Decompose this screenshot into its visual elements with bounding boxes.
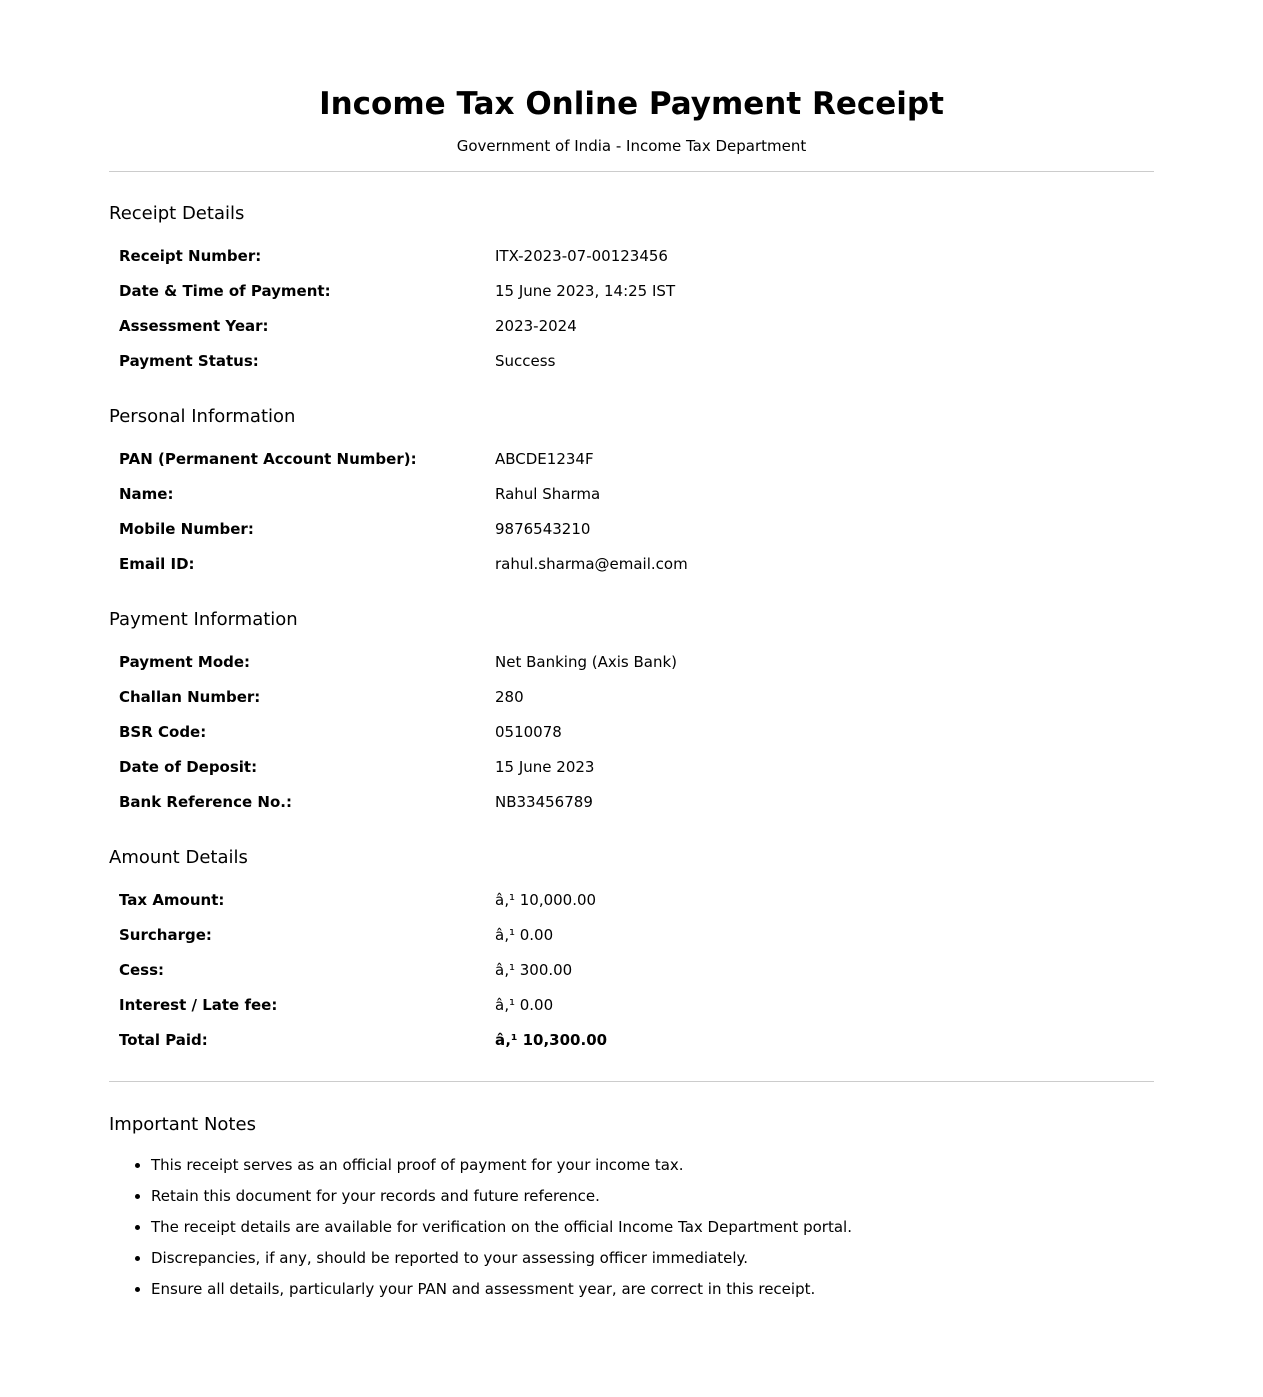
personal-information-table [109, 442, 1095, 582]
section-title: Payment Information [109, 609, 298, 630]
table-row [109, 645, 1095, 680]
field-value: Rahul Sharma [495, 485, 601, 503]
table-row [109, 442, 1095, 477]
field-value: NB33456789 [495, 793, 593, 811]
field-label: Bank Reference No.: [119, 793, 292, 811]
table-row [109, 512, 1095, 547]
field-value: Net Banking (Axis Bank) [495, 653, 678, 671]
table-row [109, 239, 1095, 274]
field-value: â‚¹ 0.00 [495, 996, 554, 1014]
field-label: Date & Time of Payment: [119, 282, 331, 300]
field-label: Cess: [119, 961, 165, 979]
table-row [109, 274, 1095, 309]
section-title: Receipt Details [109, 203, 245, 224]
receipt-details-section [109, 202, 1154, 379]
list-item: • Discrepancies, if any, should be reported to your assessing officer immediately. [151, 1243, 1154, 1274]
field-value: Success [495, 352, 556, 370]
payment-information-section [109, 608, 1154, 820]
amount-details-section [109, 846, 1154, 1058]
field-value: â‚¹ 10,000.00 [495, 891, 597, 909]
field-value: 15 June 2023 [495, 758, 595, 776]
section-title: Personal Information [109, 406, 296, 427]
section-title: Amount Details [109, 847, 248, 868]
field-label: Date of Deposit: [119, 758, 258, 776]
field-value: 15 June 2023, 14:25 IST [495, 282, 676, 300]
table-row [109, 988, 1095, 1023]
amount-details-table [109, 883, 1095, 1058]
field-value: 0510078 [495, 723, 562, 741]
field-value: â‚¹ 0.00 [495, 926, 554, 944]
field-label: PAN (Permanent Account Number): [119, 450, 417, 468]
header-divider [109, 171, 1154, 172]
total-value: â‚¹ 10,300.00 [495, 1031, 608, 1049]
notes-divider [109, 1081, 1154, 1082]
list-item: • Ensure all details, particularly your PAN and assessment year, are correct in this receipt. [151, 1274, 1154, 1305]
receipt-header [109, 84, 1154, 156]
payment-information-table [109, 645, 1095, 820]
field-label: Interest / Late fee: [119, 996, 278, 1014]
personal-information-section [109, 405, 1154, 582]
list-item: • This receipt serves as an official proof of payment for your income tax. [151, 1150, 1154, 1181]
field-value: ABCDE1234F [495, 450, 594, 468]
table-row [109, 715, 1095, 750]
field-value: ITX-2023-07-00123456 [495, 247, 668, 265]
table-row [109, 785, 1095, 820]
field-label: Tax Amount: [119, 891, 225, 909]
total-label: Total Paid: [119, 1031, 208, 1049]
table-row [109, 680, 1095, 715]
field-label: Challan Number: [119, 688, 261, 706]
field-label: BSR Code: [119, 723, 207, 741]
total-row [109, 1023, 1095, 1058]
list-item: • The receipt details are available for verification on the official Income Tax Department portal. [151, 1212, 1154, 1243]
field-label: Mobile Number: [119, 520, 254, 538]
important-notes-section [109, 1113, 1154, 1305]
field-label: Payment Status: [119, 352, 259, 370]
notes-list [109, 1150, 1154, 1305]
table-row [109, 918, 1095, 953]
field-label: Receipt Number: [119, 247, 262, 265]
field-label: Email ID: [119, 555, 195, 573]
field-value: rahul.sharma@email.com [495, 555, 688, 573]
table-row [109, 344, 1095, 379]
receipt-page [109, 84, 1154, 1305]
table-row [109, 883, 1095, 918]
receipt-details-table [109, 239, 1095, 379]
table-row [109, 309, 1095, 344]
field-value: 9876543210 [495, 520, 591, 538]
field-label: Surcharge: [119, 926, 212, 944]
field-label: Payment Mode: [119, 653, 251, 671]
field-label: Name: [119, 485, 174, 503]
table-row [109, 477, 1095, 512]
page-bottom-mask [0, 1302, 1263, 1397]
field-label: Assessment Year: [119, 317, 269, 335]
field-value: 2023-2024 [495, 317, 577, 335]
page-title: Income Tax Online Payment Receipt [319, 86, 944, 122]
table-row [109, 953, 1095, 988]
list-item: • Retain this document for your records and future reference. [151, 1181, 1154, 1212]
field-value: â‚¹ 300.00 [495, 961, 573, 979]
table-row [109, 750, 1095, 785]
field-value: 280 [495, 688, 524, 706]
page-subtitle: Government of India - Income Tax Department [456, 137, 807, 155]
table-row [109, 547, 1095, 582]
section-title: Important Notes [109, 1114, 256, 1135]
